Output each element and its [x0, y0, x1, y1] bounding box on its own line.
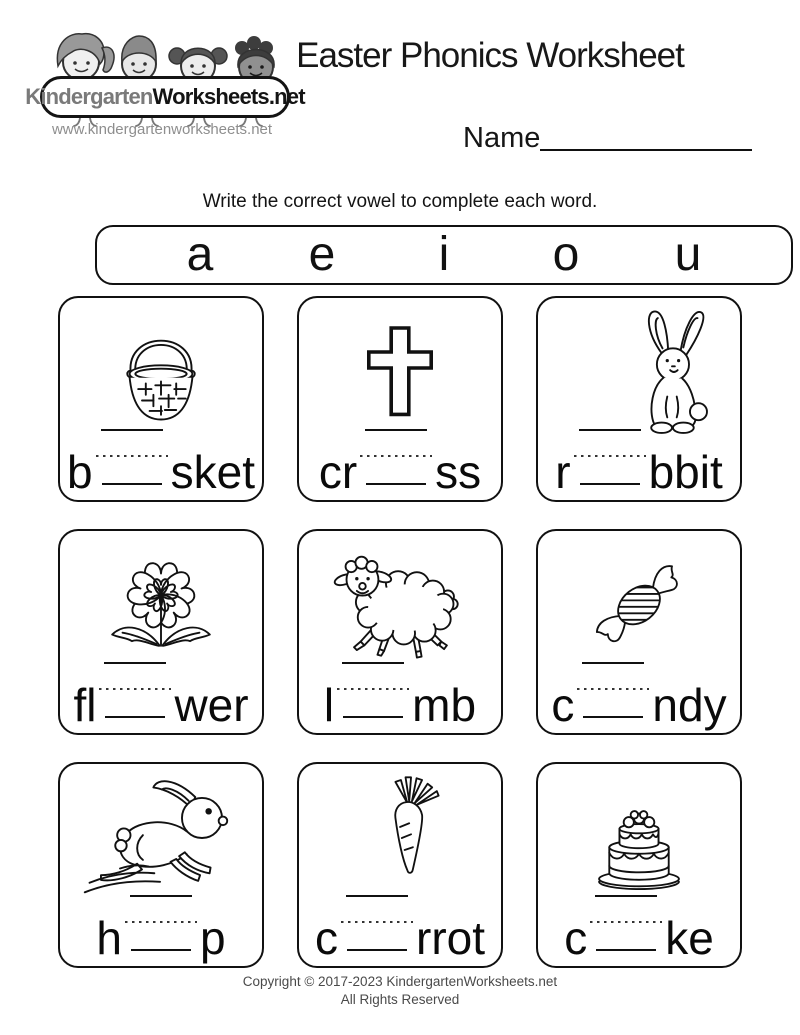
name-row [463, 122, 752, 155]
vowel-blank[interactable] [574, 429, 646, 485]
word-prefix: cr [318, 446, 358, 498]
word-prefix: l [323, 679, 335, 731]
cake-image [538, 770, 740, 906]
card-flower [58, 529, 264, 735]
vowel-bank [95, 225, 793, 285]
lamb-image [299, 537, 501, 673]
vowel-blank[interactable] [341, 895, 413, 951]
site-logo [25, 18, 305, 128]
page-title: Easter Phonics Worksheet [296, 36, 684, 75]
word-cross [301, 429, 499, 498]
exercise-grid [58, 296, 742, 968]
word-prefix: h [96, 912, 122, 964]
name-label: Name [463, 122, 541, 154]
name-fill-in-line[interactable] [540, 149, 752, 151]
word-cake [540, 895, 738, 964]
word-hop [62, 895, 260, 964]
card-basket [58, 296, 264, 502]
word-suffix: rrot [416, 912, 485, 964]
vowel-i: i [438, 228, 450, 281]
word-suffix: ndy [652, 679, 727, 731]
vowel-u: u [674, 228, 702, 281]
word-prefix: c [315, 912, 338, 964]
word-lamb [301, 662, 499, 731]
vowel-blank[interactable] [590, 895, 662, 951]
word-prefix: c [564, 912, 588, 964]
vowel-blank[interactable] [360, 429, 432, 485]
basket-image [60, 304, 262, 440]
word-suffix: wer [174, 679, 249, 731]
logo-wordmark [25, 76, 305, 118]
card-hop [58, 762, 264, 968]
cross-image [299, 304, 501, 440]
brand-text-gray: Kindergarten [25, 84, 153, 109]
word-suffix: ke [665, 912, 714, 964]
word-flower [62, 662, 260, 731]
card-lamb [297, 529, 503, 735]
vowel-o: o [552, 228, 580, 281]
word-candy [540, 662, 738, 731]
word-suffix: mb [412, 679, 477, 731]
copyright-footer [0, 973, 800, 1009]
carrot-image [299, 770, 501, 906]
word-prefix: c [551, 679, 575, 731]
card-rabbit [536, 296, 742, 502]
word-prefix: fl [73, 679, 97, 731]
rights-line: All Rights Reserved [340, 992, 460, 1008]
card-carrot [297, 762, 503, 968]
hopping-rabbit-image [60, 770, 262, 906]
word-suffix: p [200, 912, 226, 964]
word-prefix: b [67, 446, 93, 498]
vowel-blank[interactable] [125, 895, 197, 951]
word-rabbit [540, 429, 738, 498]
copyright-line: Copyright © 2017-2023 KindergartenWorksheets.net [242, 974, 558, 989]
card-candy [536, 529, 742, 735]
vowel-blank[interactable] [337, 662, 409, 718]
vowel-blank[interactable] [96, 429, 168, 485]
candy-image [538, 537, 740, 673]
word-carrot [301, 895, 499, 964]
vowel-blank[interactable] [99, 662, 171, 718]
site-url: www.kindergartenworksheets.net [51, 121, 273, 138]
word-prefix: r [555, 446, 571, 498]
brand-text-black: Worksheets.net [152, 84, 305, 109]
vowel-a: a [186, 228, 214, 281]
word-suffix: bbit [648, 446, 723, 498]
word-basket [62, 429, 260, 498]
flower-image [60, 537, 262, 673]
vowel-e: e [308, 228, 336, 281]
card-cross [297, 296, 503, 502]
word-suffix: ss [435, 446, 482, 498]
card-cake [536, 762, 742, 968]
instruction-text: Write the correct vowel to complete each word. [202, 191, 598, 212]
rabbit-image [538, 304, 740, 440]
vowel-blank[interactable] [577, 662, 649, 718]
word-suffix: sket [170, 446, 255, 498]
